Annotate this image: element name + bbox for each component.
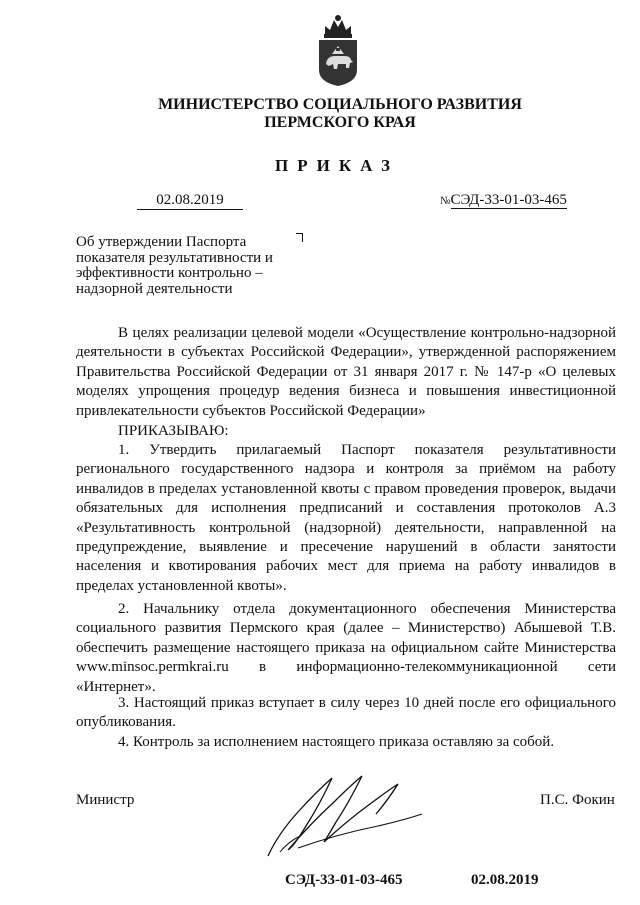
number-sign: № xyxy=(440,195,451,207)
order-subject: Об утверждении Паспорта показателя результативности и эффективности контрольно – надзорной деятельности xyxy=(76,234,273,297)
handwritten-signature xyxy=(258,764,428,864)
preamble-paragraph: В целях реализации целевой модели «Осуществление контрольно-надзорной деятельности в субъектах Российской Федерации», утвержденной распоряжением Правительства Российской Федерации от 31 января 2017 г. № 147-р «О целевых моделях упрощения процедур ведения бизнеса и повышения инвестиционной привлекательности субъектов Российской Федерации» xyxy=(76,325,616,419)
coat-of-arms-emblem xyxy=(313,12,363,88)
order-date: 02.08.2019 xyxy=(137,192,243,210)
order-number xyxy=(440,192,567,210)
signer-position: Министр xyxy=(76,792,135,808)
order-item-4: 4. Контроль за исполнением настоящего приказа оставляю за собой. xyxy=(118,734,555,750)
subject-corner-mark xyxy=(296,233,303,242)
signer-name: П.С. Фокин xyxy=(540,792,615,808)
order-item-3: 3. Настоящий приказ вступает в силу через 10 дней после его официального опубликования. xyxy=(76,695,616,731)
footer-date: 02.08.2019 xyxy=(471,872,539,888)
ministry-name-line2: ПЕРМСКОГО КРАЯ xyxy=(264,114,416,131)
document-type-title: ПРИКАЗ xyxy=(275,156,399,175)
orders-word: ПРИКАЗЫВАЮ: xyxy=(118,423,229,439)
footer-number: СЭД-33-01-03-465 xyxy=(285,872,403,888)
order-item-2: 2. Начальнику отдела документационного обеспечения Министерства социального развития Пермского края (далее – Министерство) Абышевой Т.В. обеспечить размещение настоящего приказа на официальном сайте Министерства www.minsoc.permkrai.ru в информационно-телекоммуникационной сети «Интернет». xyxy=(76,601,616,695)
order-number-value: СЭД-33-01-03-465 xyxy=(450,192,567,208)
order-item-1: 1. Утвердить прилагаемый Паспорт показателя результативности регионального государственного надзора и контроля за приёмом на работу инвалидов в пределах установленной квоты с правом проведения проверок, выдачи обязательных для исполнения предписаний и составления протоколов А.3 «Результативность контрольной (надзорной) деятельности, направленной на предупреждение, выявление и пресечение нарушений в области занятости населения и квотирования рабочих мест для приема на работу инвалидов в пределах установленной квоты». xyxy=(76,442,616,594)
ministry-name-line1: МИНИСТЕРСТВО СОЦИАЛЬНОГО РАЗВИТИЯ xyxy=(158,96,522,113)
